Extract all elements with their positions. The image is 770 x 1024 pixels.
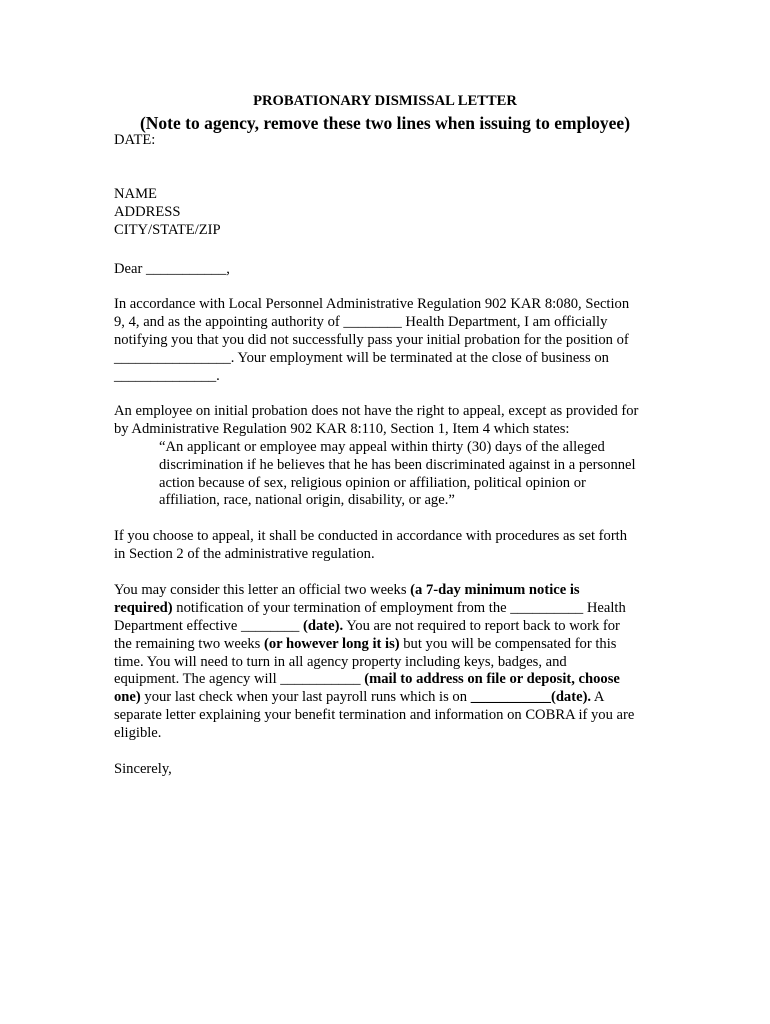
text-run: the remaining two weeks xyxy=(114,635,264,652)
paragraph-line: eligible. xyxy=(114,725,162,742)
text-run: but you will be compensated for this xyxy=(399,635,617,652)
paragraph-line: If you choose to appeal, it shall be conducted in accordance with procedures as set forth xyxy=(114,528,628,544)
paragraph-appeal-rights xyxy=(114,403,659,510)
paragraph-line: separate letter explaining your benefit termination and information on COBRA if you are xyxy=(114,707,635,724)
paragraph-line xyxy=(114,582,659,600)
text-run: You may consider this letter an official two weeks xyxy=(114,582,411,598)
text-run: equipment. The agency will ___________ xyxy=(114,671,365,688)
bold-run: (a 7-day minimum notice is xyxy=(410,582,580,598)
bold-run: (mail to address on file or deposit, choose xyxy=(364,671,620,688)
paragraph-line: ________________. Your employment will be terminated at the close of business on xyxy=(114,349,609,366)
recipient-name: NAME xyxy=(114,186,157,202)
paragraph-appeal-procedure xyxy=(114,528,659,564)
paragraph-line xyxy=(114,600,659,618)
paragraph-line: in Section 2 of the administrative regulation. xyxy=(114,545,375,562)
text-run: You are not required to report back to work for xyxy=(343,617,620,634)
text-run: Department effective ________ xyxy=(114,617,303,634)
paragraph-line: time. You will need to turn in all agency property including keys, badges, and xyxy=(114,653,567,670)
bold-run: ___________(date). xyxy=(470,689,592,706)
date-line: DATE: xyxy=(114,132,156,148)
bold-run: one) xyxy=(114,689,141,706)
paragraph-line: An employee on initial probation does not have the right to appeal, except as provided for xyxy=(114,403,639,419)
bold-run: (or however long it is) xyxy=(263,635,400,652)
paragraph-line xyxy=(114,671,659,689)
recipient-address: ADDRESS xyxy=(114,203,181,220)
quote-line: affiliation, race, national origin, disability, or age.” xyxy=(159,492,455,509)
bold-run: (date). xyxy=(302,617,344,634)
paragraph-line: 9, 4, and as the appointing authority of ________ Health Department, I am officially xyxy=(114,313,608,330)
quote-line: discrimination if he believes that he has been discriminated against in a personnel xyxy=(159,456,636,473)
paragraph-notice xyxy=(114,582,659,743)
paragraph-line: ______________. xyxy=(114,367,220,384)
salutation: Dear ___________, xyxy=(114,261,230,277)
paragraph-line xyxy=(114,689,659,707)
paragraph-line: In accordance with Local Personnel Administrative Regulation 902 KAR 8:080, Section xyxy=(114,296,630,312)
paragraph-line xyxy=(114,618,659,636)
paragraph-line: by Administrative Regulation 902 KAR 8:110, Section 1, Item 4 which states: xyxy=(114,420,570,437)
bold-run: required) xyxy=(114,599,173,616)
paragraph-regulation xyxy=(114,296,659,385)
text-run: your last check when your last payroll runs which is on xyxy=(140,689,471,706)
closing: Sincerely, xyxy=(114,761,172,777)
quote-line: “An applicant or employee may appeal within thirty (30) days of the alleged xyxy=(159,438,605,455)
recipient-block xyxy=(114,186,659,240)
quote-line: action because of sex, religious opinion or affiliation, political opinion or xyxy=(159,474,586,491)
letter-title: PROBATIONARY DISMISSAL LETTER xyxy=(253,93,517,109)
text-run: notification of your termination of employment from the __________ Health xyxy=(172,599,626,616)
text-run: A xyxy=(591,689,605,706)
paragraph-line: notifying you that you did not successfully pass your initial probation for the position of xyxy=(114,331,629,348)
paragraph-line xyxy=(114,636,659,654)
agency-note: (Note to agency, remove these two lines when issuing to employee) xyxy=(139,113,631,133)
recipient-city: CITY/STATE/ZIP xyxy=(114,221,221,238)
